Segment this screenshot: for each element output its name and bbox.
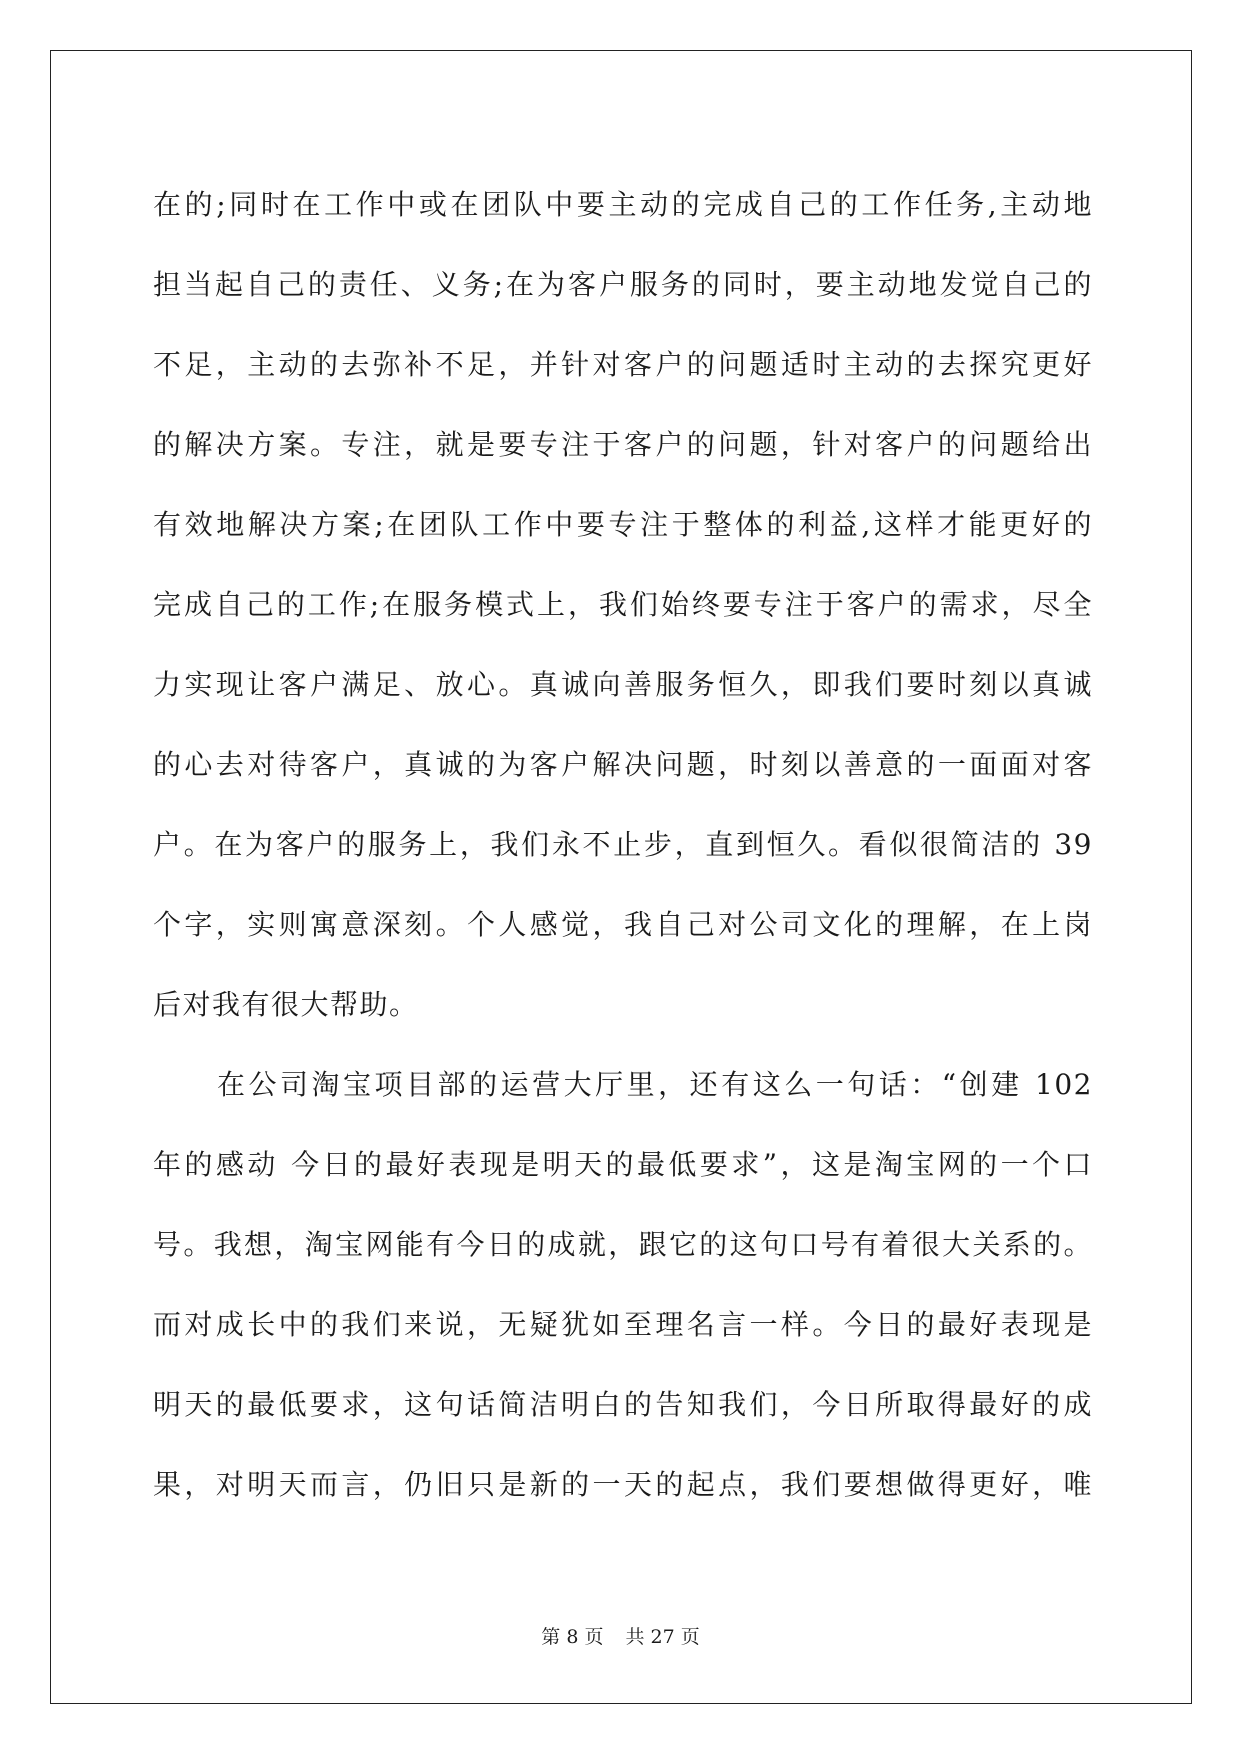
text-line: 有效地解决方案;在团队工作中要专注于整体的利益,这样才能更好的 — [153, 508, 1093, 541]
text-line: 号。我想，淘宝网能有今日的成就，跟它的这句口号有着很大关系的。 — [153, 1228, 1093, 1261]
text-line: 而对成长中的我们来说，无疑犹如至理名言一样。今日的最好表现是 — [153, 1308, 1093, 1341]
text-line: 在公司淘宝项目部的运营大厅里，还有这么一句话：“创建 102 — [217, 1068, 1093, 1101]
text-line: 后对我有很大帮助。 — [153, 988, 419, 1021]
paragraph-2 — [153, 1045, 1093, 1525]
text-line: 明天的最低要求，这句话简洁明白的告知我们，今日所取得最好的成 — [153, 1388, 1093, 1421]
text-line: 户。在为客户的服务上，我们永不止步，直到恒久。看似很简洁的 39 — [153, 828, 1093, 861]
document-body — [153, 165, 1093, 1525]
text-line: 的解决方案。专注，就是要专注于客户的问题，针对客户的问题给出 — [153, 428, 1093, 461]
text-line: 的心去对待客户，真诚的为客户解决问题，时刻以善意的一面面对客 — [153, 748, 1093, 781]
paragraph-1 — [153, 165, 1093, 1045]
page-total: 共 27 页 — [625, 1626, 700, 1648]
text-line: 力实现让客户满足、放心。真诚向善服务恒久，即我们要时刻以真诚 — [153, 668, 1093, 701]
page-number: 第 8 页 — [541, 1626, 604, 1648]
text-line: 担当起自己的责任、义务;在为客户服务的同时，要主动地发觉自己的 — [153, 268, 1093, 301]
text-line: 果，对明天而言，仍旧只是新的一天的起点，我们要想做得更好，唯 — [153, 1468, 1093, 1501]
text-line: 完成自己的工作;在服务模式上，我们始终要专注于客户的需求，尽全 — [153, 588, 1093, 621]
page-footer — [0, 1622, 1241, 1649]
text-line: 不足，主动的去弥补不足，并针对客户的问题适时主动的去探究更好 — [153, 348, 1093, 381]
text-line: 在的;同时在工作中或在团队中要主动的完成自己的工作任务,主动地 — [153, 188, 1093, 221]
text-line: 年的感动 今日的最好表现是明天的最低要求”，这是淘宝网的一个口 — [153, 1148, 1093, 1181]
text-line: 个字，实则寓意深刻。个人感觉，我自己对公司文化的理解，在上岗 — [153, 908, 1093, 941]
